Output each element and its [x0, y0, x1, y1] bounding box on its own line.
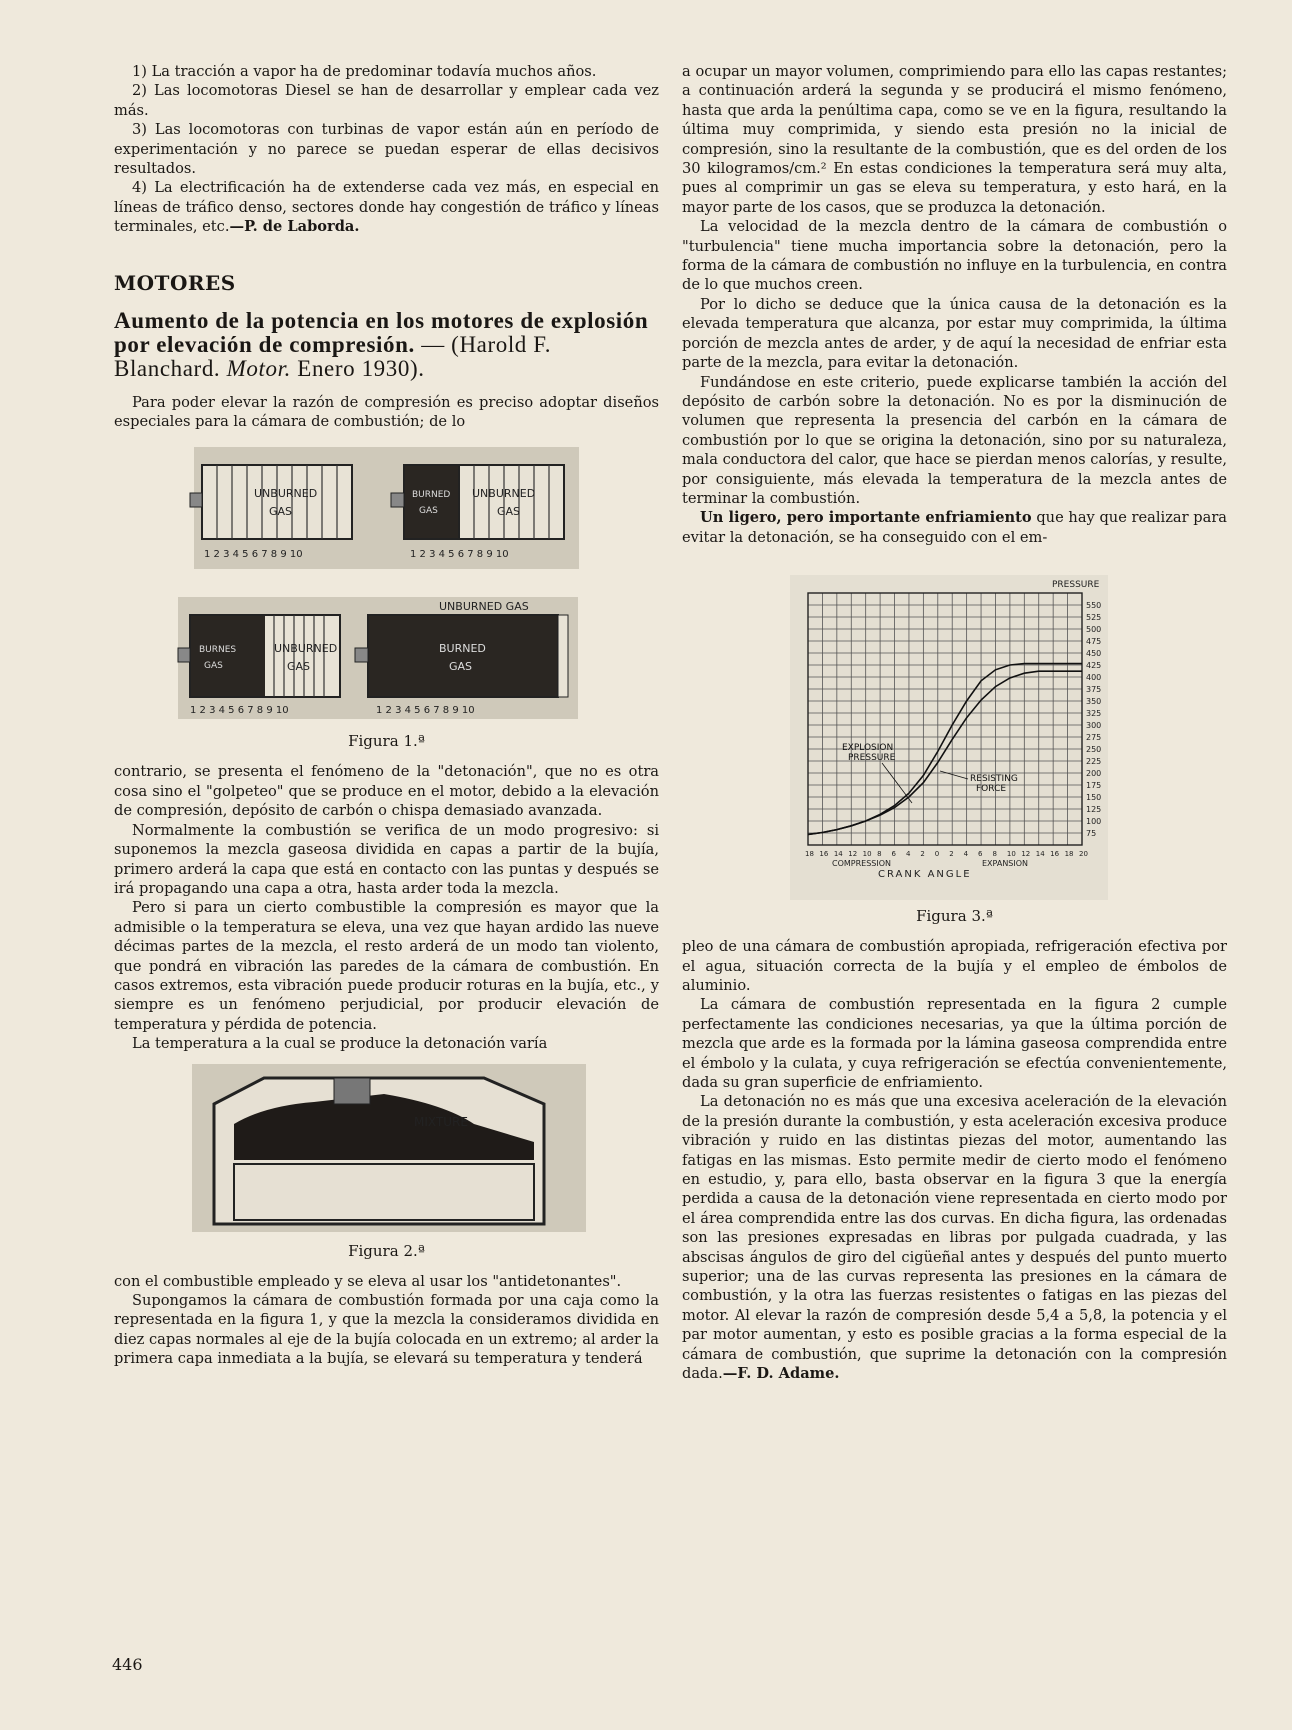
- figure-3-caption: Figura 3.ª: [916, 907, 993, 926]
- y-tick-label: 200: [1086, 769, 1102, 779]
- fig1-label-gas: GAS: [204, 661, 223, 672]
- figure-1: [114, 447, 659, 750]
- chart-title: PRESSURE: [1052, 580, 1100, 591]
- paragraph: [682, 1092, 1227, 1383]
- x-tick-label: 18: [805, 850, 814, 859]
- y-tick-label: 100: [1086, 817, 1102, 827]
- y-tick-label: 125: [1086, 805, 1102, 815]
- paragraph: contrario, se presenta el fenómeno de la "detonación", que no es otra cosa sino el "golpeteo" que se produce en el motor, debido a la elevación de compresión, depósito de carbón o chispa demasiado avanzada.: [114, 763, 659, 820]
- fig1-label-burnes: BURNES: [199, 645, 237, 656]
- fig1-label-unburned-gas: UNBURNED GAS: [439, 600, 529, 614]
- y-tick-label: 525: [1086, 613, 1102, 623]
- fig1-numbers: 1 2 3 4 5 6 7 8 9 10: [410, 549, 509, 561]
- fig1-label-gas: GAS: [419, 506, 438, 517]
- paragraph: La cámara de combustión representada en la figura 2 cumple perfectamente las condiciones necesarias, ya que la última porción de mezcla que arde es la formada por la lámina gaseosa comprendida entre el émbolo y la culata, y cuya refrigeración se efectúa convenientemente, dada su gran superficie de enfriamiento.: [682, 996, 1227, 1091]
- fig1-label-unburned: UNBURNED: [254, 487, 318, 501]
- fig1-numbers: 1 2 3 4 5 6 7 8 9 10: [204, 549, 303, 561]
- x-sublabel-expansion: EXPANSION: [982, 859, 1029, 869]
- fig1-label-unburned: UNBURNED: [472, 487, 536, 501]
- x-tick-label: 4: [963, 850, 969, 859]
- emphasis-text: Un ligero, pero importante enfriamiento: [700, 509, 1032, 527]
- paragraph-text: que hay que realizar para evitar la detonación, se ha conseguido con el em-: [682, 509, 1228, 546]
- list-item-text: 4) La electrificación ha de extenderse cada vez más, en especial en líneas de tráfico denso, sectores donde hay congestión de tráfico y líneas terminales, etc.: [114, 179, 659, 236]
- y-tick-label: 250: [1086, 745, 1102, 755]
- fig1-numbers: 1 2 3 4 5 6 7 8 9 10: [190, 705, 289, 717]
- y-tick-label: 500: [1086, 625, 1102, 635]
- annotation-explosion-pressure: EXPLOSION: [842, 743, 894, 754]
- x-tick-label: 16: [819, 850, 829, 859]
- x-tick-label: 20: [1079, 850, 1088, 859]
- article-source: — (Harold F. Blanchard.: [114, 331, 552, 381]
- y-tick-label: 75: [1086, 829, 1097, 839]
- author-signature: —P. de Laborda.: [229, 218, 360, 236]
- figure-3-chart: [682, 565, 1227, 905]
- x-tick-label: 10: [862, 850, 872, 859]
- chamber-panel-b: [391, 465, 564, 539]
- y-tick-label: 275: [1086, 733, 1102, 743]
- y-tick-label: 550: [1086, 601, 1102, 611]
- annotation-resisting-force: RESISTING: [970, 774, 1018, 785]
- paragraph: [682, 508, 1227, 547]
- figure-1-caption: Figura 1.ª: [348, 732, 425, 751]
- paragraph: La velocidad de la mezcla dentro de la cámara de combustión o "turbulencia" tiene mucha importancia sobre la detonación, pero la forma de la cámara de combustión no influye en la turbulencia, en contra de lo que muchos creen.: [682, 218, 1227, 294]
- y-tick-label: 225: [1086, 757, 1102, 767]
- paragraph: Fundándose en este criterio, puede explicarse también la acción del depósito de carbón sobre la detonación. No es por la disminución de volumen que representa la presencia del carbón en la cámara de combustión por lo que se origina la detonación, sino por su naturaleza, mala conductora del calor, que hace se pierdan menos calorías, y resulte, por consiguiente, más elevada la temperatura de la mezcla antes de terminar la combustión.: [682, 373, 1227, 507]
- page-number: 446: [112, 1655, 143, 1674]
- annotation-explosion-pressure: PRESSURE: [848, 753, 896, 764]
- figure-3: [682, 565, 1227, 925]
- paragraph: Pero si para un cierto combustible la compresión es mayor que la admisible o la temperatura se eleva, una vez que hayan ardido las nueve décimas partes de la mezcla, el resto arderá de un modo tan violento, que pondrá en vibración las paredes de la cámara de combustión. En casos extremos, esta vibración puede producir roturas en la bujía, etc., y siempre es un fenómeno perjudicial, por producir elevación de temperatura y pérdida de potencia.: [114, 899, 659, 1033]
- x-tick-label: 0: [934, 850, 940, 859]
- list-item: 3) Las locomotoras con turbinas de vapor están aún en período de experimentación y no parece se puedan esperar de ellas decisivos resultados.: [114, 121, 659, 178]
- annotation-resisting-force: FORCE: [976, 784, 1007, 795]
- x-tick-label: 8: [877, 850, 882, 859]
- x-tick-label: 12: [1021, 850, 1031, 859]
- x-tick-label: 6: [891, 850, 896, 859]
- figure-2: [114, 1064, 659, 1260]
- y-tick-label: 425: [1086, 661, 1102, 671]
- fig2-label-mixture: MIXTURE: [414, 1114, 468, 1129]
- right-column: [682, 62, 1227, 1384]
- section-heading: MOTORES: [114, 270, 236, 295]
- article-source-magazine: Motor.: [226, 355, 291, 381]
- list-item: 2) Las locomotoras Diesel se han de desarrollar y emplear cada vez más.: [114, 82, 659, 119]
- paragraph: con el combustible empleado y se eleva al usar los "antidetonantes".: [114, 1272, 622, 1290]
- y-tick-label: 475: [1086, 637, 1102, 647]
- x-tick-label: 18: [1064, 850, 1074, 859]
- fig1-label-burned: BURNED: [412, 490, 451, 501]
- y-tick-label: 325: [1086, 709, 1102, 719]
- figure-2-image: [114, 1064, 659, 1232]
- left-column: [114, 62, 659, 1369]
- chamber-panel-a: [190, 465, 352, 539]
- x-tick-label: 16: [1050, 850, 1060, 859]
- fig1-label-unburned: UNBURNED: [274, 642, 338, 656]
- fig1-label-burned: BURNED: [439, 642, 486, 656]
- list-item: [114, 178, 659, 236]
- fig1-label-gas: GAS: [269, 505, 293, 519]
- y-tick-label: 450: [1086, 649, 1102, 659]
- paragraph: Supongamos la cámara de combustión formada por una caja como la representada en la figura 1, y que la mezcla la consideramos dividida en diez capas normales al eje de la bujía colocada en un extremo; al arder la primera capa inmediata a la bujía, se elevará su temperatura y tenderá: [114, 1291, 659, 1368]
- fig1-numbers: 1 2 3 4 5 6 7 8 9 10: [376, 705, 475, 717]
- paragraph: pleo de una cámara de combustión apropiada, refrigeración efectiva por el agua, situación correcta de la bujía y el empleo de émbolos de aluminio.: [682, 938, 1227, 994]
- x-tick-label: 8: [992, 850, 997, 859]
- x-tick-label: 12: [848, 850, 858, 859]
- chamber-panel-d: [355, 615, 568, 697]
- paragraph: a ocupar un mayor volumen, comprimiendo para ello las capas restantes; a continuación arderá la segunda y se producirá el mismo fenómeno, hasta que arda la penúltima capa, como se ve en la figura, resultando la última muy comprimida, y siendo esta presión no la inicial de compresión, sino la resultante de la combustión, que es del orden de los 30 kilogramos/cm.² En estas condiciones la temperatura será muy alta, pues al comprimir un gas se eleva su temperatura, y esto hará, en la mayor parte de los casos, que se produzca la detonación.: [682, 63, 1227, 216]
- x-tick-label: 2: [949, 850, 954, 859]
- x-tick-label: 14: [833, 850, 843, 859]
- fig1-label-gas: GAS: [449, 660, 473, 674]
- paragraph: Para poder elevar la razón de compresión es preciso adoptar diseños especiales para la cámara de combustión; de lo: [114, 393, 659, 431]
- paragraph: Normalmente la combustión se verifica de un modo progresivo: si suponemos la mezcla gaseosa dividida en capas a partir de la bujía, primero arderá la capa que está en contacto con las puntas y después se irá propagando una capa a otra, hasta arder toda la mezcla.: [114, 821, 659, 897]
- x-tick-label: 14: [1035, 850, 1045, 859]
- y-tick-label: 150: [1086, 793, 1102, 803]
- y-tick-label: 400: [1086, 673, 1102, 683]
- x-sublabel-compression: COMPRESSION: [832, 859, 892, 869]
- x-tick-label: 10: [1006, 850, 1016, 859]
- y-tick-label: 350: [1086, 697, 1102, 707]
- fig1-label-gas: GAS: [497, 505, 521, 519]
- paragraph: La temperatura a la cual se produce la detonación varía: [132, 1035, 548, 1053]
- figure-2-caption: Figura 2.ª: [348, 1241, 425, 1260]
- paragraph: Por lo dicho se deduce que la única causa de la detonación es la elevada temperatura que alcanza, por estar muy comprimida, la última porción de mezcla antes de arder, y de aquí la necesidad de enfriar esta parte de la mezcla, para evitar la detonación.: [682, 295, 1227, 372]
- x-tick-label: 4: [905, 850, 911, 859]
- fig1-label-gas: GAS: [287, 660, 311, 674]
- conclusions-list: [114, 62, 659, 237]
- y-tick-label: 375: [1086, 685, 1102, 695]
- y-tick-label: 175: [1086, 781, 1102, 791]
- article-title-text: Aumento de la potencia en los motores de explosión por elevación de compresión.: [114, 307, 649, 357]
- paragraph-text: La detonación no es más que una excesiva aceleración de la elevación de la presión durante la combustión, y esta aceleración excesiva produce vibración y ruido en las distintas piezas del motor, aumentando las fatigas en las mismas. Esto permite medir de cierto modo el fenómeno en estudio, y, para ello, basta observar en la figura 3 que la energía perdida a causa de la detonación viene representada en cierto modo por el área comprendida entre las dos curvas. En dicha figura, las ordenadas son las presiones expresadas en libras por pulgada cuadrada, y las abscisas ángulos de giro del cigüeñal antes y después del punto muerto superior; una de las curvas representa las presiones en la cámara de combustión, y la otra las fuerzas resistentes o fatigas en las piezas del motor. Al elevar la razón de compresión desde 5,4 a 5,8, la potencia y el par motor aumentan, y esto es posible gracias a la forma especial de la cámara de combustión, que suprime la detonación con la compresión dada.: [682, 1093, 1227, 1383]
- author-signature: —F. D. Adame.: [722, 1365, 840, 1383]
- x-tick-label: 6: [978, 850, 983, 859]
- article-source-date: Enero 1930).: [297, 355, 425, 381]
- list-item: 1) La tracción a vapor ha de predominar todavía muchos años.: [132, 63, 597, 80]
- y-tick-label: 300: [1086, 721, 1102, 731]
- chamber-panel-c: [178, 615, 340, 697]
- x-tick-label: 2: [920, 850, 925, 859]
- figure-1-image: [114, 447, 659, 722]
- article-title: [114, 309, 659, 381]
- x-axis-label: CRANK ANGLE: [878, 869, 972, 881]
